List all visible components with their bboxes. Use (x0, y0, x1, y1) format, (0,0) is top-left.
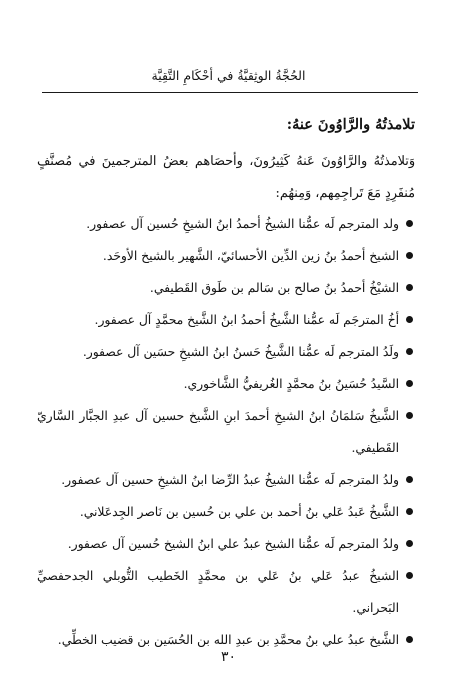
list-item: ولدُ المترجم لَه عمُّنا الشيخُ عبدُ الرِّضا ابنُ الشيخِ حسين آل عصفور. (37, 464, 415, 496)
page-number: ٣٠ (220, 649, 237, 665)
list-item: الشَّيخ عبدُ علي بنُ محمَّدِ بن عبدِ الله بن الحُسَين بن قضيب الخطِّي. (37, 624, 415, 656)
header-divider (42, 92, 418, 93)
list-item: ولدُ المترجم لَه عمُّنا الشيخ عبدُ علي ابنُ الشيخ حُسين آل عصفور. (37, 528, 415, 560)
list-item: الشَّيخُ سَلمَانُ ابنُ الشيخِ أحمدَ ابنِ الشَّيخ حسين آل عبدِ الجبَّار السَّاريّ القَطيفي. (37, 400, 415, 464)
list-item: أخُ المترجَم لَه عمُّنا الشَّيخُ أحمدُ ابنُ الشَّيخ محمَّدٍ آل عصفور. (37, 304, 415, 336)
students-list (37, 208, 415, 656)
list-item: السَّيدُ حُسَينُ بنُ محمَّدٍ الغُريفيُّ الشَّاخوري. (37, 368, 415, 400)
list-item: الشيْخُ أحمدُ بنُ صالح بن سَالم بن طَوق القَطيفي. (37, 272, 415, 304)
list-item: ولد المترجم لَه عمُّنا الشيخُ أحمدُ ابنُ الشيخِ حُسين آل عصفور. (37, 208, 415, 240)
list-item: ولَدُ المترجم لَه عمُّنا الشَّيخُ حَسنُ ابنُ الشيخِ حسَين آل عصفور. (37, 336, 415, 368)
running-header-title: الحُجَّةُ الوثِقيَّةُ في أحْكَامِ التَّقِيَّة (151, 68, 306, 83)
section-heading: تلامذتُهُ والرَّاوُونَ عنهُ: (286, 116, 415, 133)
list-item: الشيخ أحمدُ بنُ زين الدِّين الأحسائيّ، الشَّهير بالشيخ الأوحَد. (37, 240, 415, 272)
list-item: الشيخُ عبدُ عَلي بنُ عَلي بن محمَّدٍ الخَطيب التُّوبلي الجدحفصيِّ البَحراني. (37, 560, 415, 624)
list-item: الشَّيخُ عَبدُ عَلي بنُ أحمد بن علي بن حُسين بن نَاصر الجِدعَلاني. (37, 496, 415, 528)
intro-paragraph: وَتلامذتُهُ والرَّاوُونَ عَنهُ كَثِيرُونَ، وأحصَاهم بعضُ المترجمينَ في مُصنَّفٍ مُنفَرِدٍ مَعَ تَراجِمِهم، وَمِنهُم: (37, 154, 415, 201)
